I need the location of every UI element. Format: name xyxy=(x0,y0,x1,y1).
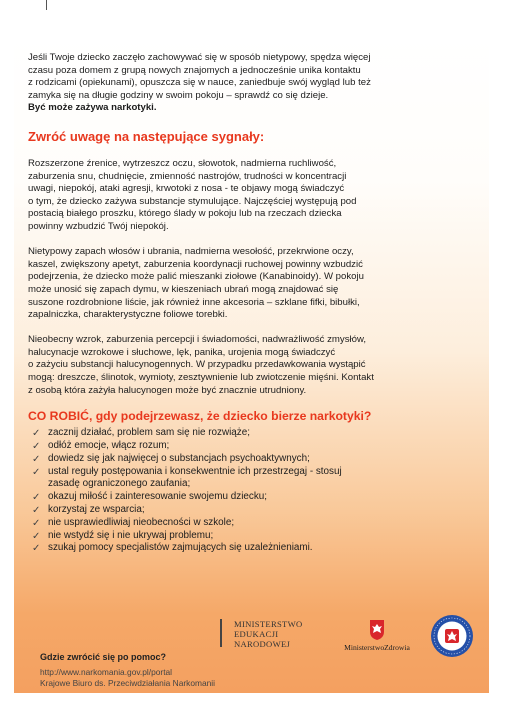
help-question: Gdzie zwrócić się po pomoc? xyxy=(40,652,167,662)
paragraph-line: Nietypowy zapach włosów i ubrania, nadmierna wesołość, przekrwione oczy, xyxy=(28,246,354,258)
paragraph-line: suszone rozdrobnione liście, jak również inne akcesoria – szklane fifki, bibułki, xyxy=(28,296,360,308)
checklist-item xyxy=(28,542,480,555)
paragraph-line: o zażyciu substancji halucynogennych. W przypadku przedawkowania wystąpić xyxy=(28,359,366,371)
checklist-item xyxy=(28,440,480,453)
checkmark-icon: ✓ xyxy=(32,517,41,529)
checkmark-icon: ✓ xyxy=(32,441,41,453)
action-checklist xyxy=(28,427,480,555)
paragraph-line: podejrzenia, że dziecko może palić mieszanki ziołowe (Kanabinoidy). W pokoju xyxy=(28,271,364,283)
leaflet-content xyxy=(28,52,480,555)
paragraph-line: uwagi, niepokój, ataki agresji, krwotoki z nosa - te objawy mogą świadczyć xyxy=(28,183,345,195)
help-footer xyxy=(40,652,215,689)
checkmark-icon: ✓ xyxy=(32,453,41,465)
checkmark-icon: ✓ xyxy=(32,505,41,517)
paragraph-line: Rozszerzone źrenice, wytrzeszcz oczu, słowotok, nadmierna ruchliwość, xyxy=(28,157,337,169)
checklist-item-text: odłóż emocje, włącz rozum; xyxy=(48,440,170,452)
checklist-item-text: nie usprawiedliwiaj nieobecności w szkole; xyxy=(48,516,235,528)
ministry-of-education-name: MINISTERSTWO EDUKACJI NARODOWEJ xyxy=(234,619,303,649)
paragraph-line: zapalniczka, charakterystyczne foliowe torebki. xyxy=(28,309,228,321)
intro-paragraph xyxy=(28,52,480,115)
checklist-item-text: zasadę ograniczonego zaufania; xyxy=(48,478,191,490)
paragraph-gap xyxy=(28,234,480,247)
checklist-item xyxy=(28,427,480,440)
checkmark-icon: ✓ xyxy=(32,543,41,555)
paragraph-line: z osobą która zażyła halucynogen może być znacznie utrudniony. xyxy=(28,384,307,396)
checklist-item xyxy=(28,466,480,492)
checkmark-icon: ✓ xyxy=(32,530,41,542)
intro-line: zamyka się na długie godziny w swoim pokoju – sprawdź co się dzieje. xyxy=(28,89,329,101)
paragraph-line: o tym, że dziecko zażywa substancje stymulujące. Najczęściej występują pod xyxy=(28,195,357,207)
checklist-item-text: nie wstydź się i nie ukrywaj problemu; xyxy=(48,529,214,541)
checklist-item-text: ustal reguły postępowania i konsekwentnie ich przestrzegaj - stosuj xyxy=(48,465,342,477)
cannabinoids-paragraph xyxy=(28,246,480,322)
checklist-item xyxy=(28,453,480,466)
paragraph-gap xyxy=(28,322,480,335)
checklist-item xyxy=(28,504,480,517)
sanitary-inspection-emblem-icon xyxy=(430,614,474,658)
stimulants-paragraph xyxy=(28,158,480,234)
paragraph-line: kaszel, zwiększony apetyt, zaburzenia koordynacji ruchowej powinny wzbudzić xyxy=(28,258,363,270)
intro-line: czasu poza domem z grupą nowych znajomych a jednocześnie unika kontaktu xyxy=(28,64,361,76)
checkmark-icon: ✓ xyxy=(32,466,41,478)
intro-warning: Być może zażywa narkotyki. xyxy=(28,102,157,114)
signals-heading: Zwróć uwagę na następujące sygnały: xyxy=(28,128,265,144)
action-heading: CO ROBIĆ, gdy podejrzewasz, że dziecko bierze narkotyki? xyxy=(28,409,372,424)
checklist-item-text: dowiedz się jak najwięcej o substancjach psychoaktywnych; xyxy=(48,452,310,464)
paragraph-line: może unosić się zapach dymu, w kieszeniach ubrań mogą znajdować się xyxy=(28,283,339,295)
paragraph-line: postacią białego proszku, którego ślady w pokoju lub na rzeczach dziecka xyxy=(28,208,342,220)
paragraph-line: mogą: dreszcze, ślinotok, wymioty, zesztywnienie lub zwiotczenie mięśni. Kontakt xyxy=(28,372,374,384)
ministry-of-health-logo xyxy=(336,619,418,652)
checklist-item-text: korzystaj ze wsparcia; xyxy=(48,504,145,516)
paragraph-line: powinny wzbudzić Twój niepokój. xyxy=(28,220,169,232)
checkmark-icon: ✓ xyxy=(32,428,41,440)
paragraph-line: Nieobecny wzrok, zaburzenia percepcji i świadomości, nadwrażliwość zmysłów, xyxy=(28,334,367,346)
checkmark-icon: ✓ xyxy=(32,492,41,504)
leaflet-page xyxy=(14,36,489,693)
ministry-of-health-name: MinisterstwoZdrowia xyxy=(344,643,410,652)
checklist-item xyxy=(28,491,480,504)
checklist-item xyxy=(28,530,480,543)
checklist-item-text: szukaj pomocy specjalistów zajmujących się uzależnieniami. xyxy=(48,542,313,554)
crop-mark xyxy=(46,0,47,10)
polish-eagle-icon xyxy=(369,619,385,641)
intro-line: Jeśli Twoje dziecko zaczęło zachowywać się w sposób nietypowy, spędza więcej xyxy=(28,52,371,63)
education-emblem-icon xyxy=(220,619,231,647)
checklist-item-text: zacznij działać, problem sam się nie rozwiąże; xyxy=(48,427,250,439)
checklist-item-text: okazuj miłość i zainteresowanie swojemu dziecku; xyxy=(48,491,267,503)
intro-line: z rodzicami (opiekunami), opuszcza się w nauce, zaniedbuje swój wygląd lub też xyxy=(28,77,371,89)
help-url-link[interactable]: http://www.narkomania.gov.pl/portal xyxy=(40,667,173,677)
help-organization: Krajowe Biuro ds. Przeciwdziałania Narkomanii xyxy=(40,678,216,688)
paragraph-line: halucynacje wzrokowe i słuchowe, lęk, panika, urojenia mogą świadczyć xyxy=(28,346,336,358)
hallucinogens-paragraph xyxy=(28,334,480,397)
checklist-item xyxy=(28,517,480,530)
paragraph-line: zaburzenia snu, chudnięcie, zmienność nastrojów, trudności w koncentracji xyxy=(28,170,347,182)
